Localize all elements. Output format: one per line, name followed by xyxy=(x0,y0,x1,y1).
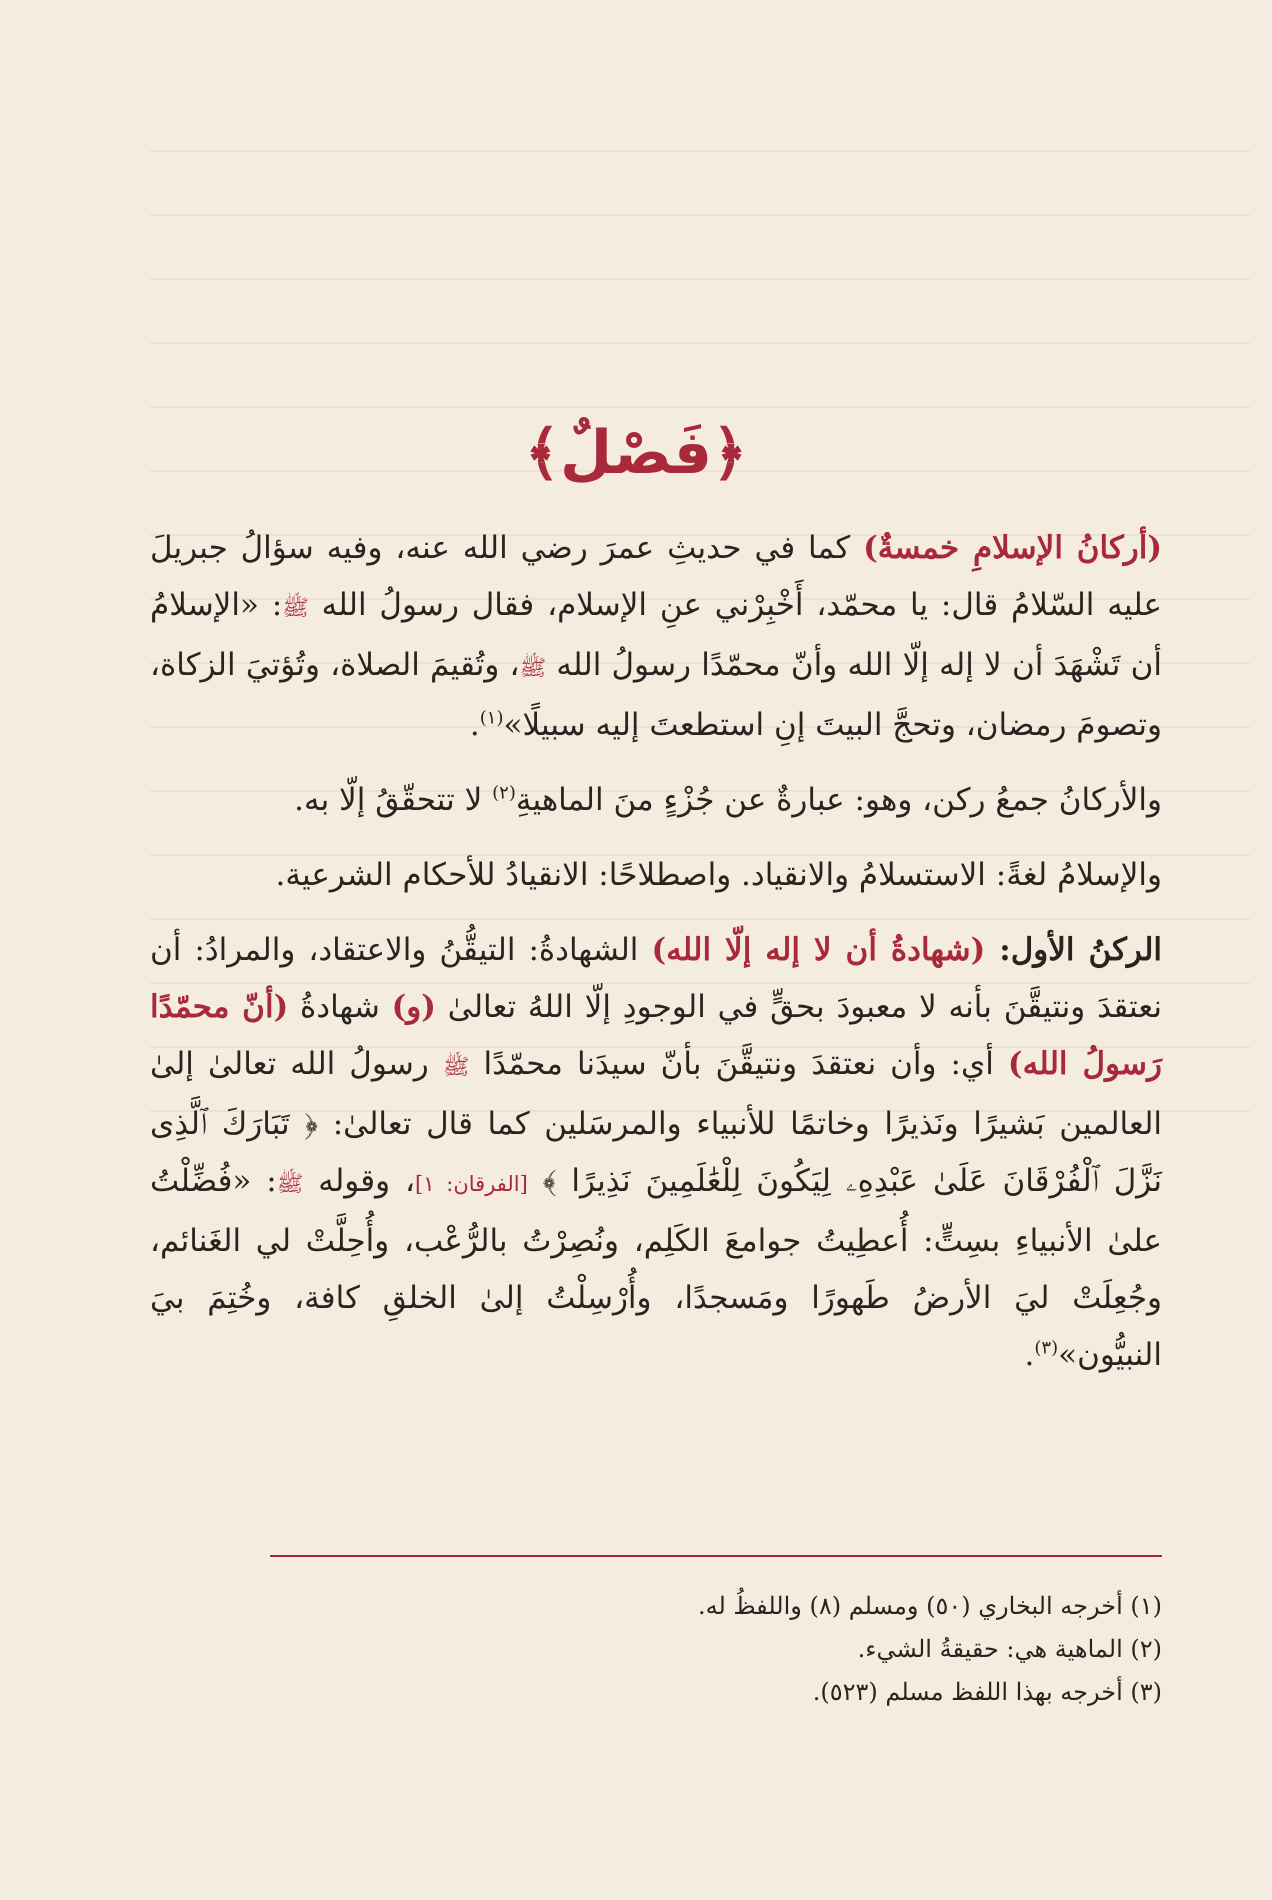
footnotes xyxy=(150,1585,1162,1714)
footnote-item: (١) أخرجه البخاري (٥٠) ومسلم (٨) واللفظُ له. xyxy=(697,1592,1162,1620)
paragraph-pillars: (أركانُ الإسلامِ خمسةٌ) كما في حديثِ عمرَ رضي الله عنه، وفيه سؤالُ جبريلَ عليه السّلامُ قال: يا محمّد، أَخْبِرْني عنِ الإسلام، فقال رسولُ الله ﷺ: «الإسلامُ أن تَشْهَدَ أن لا إله إلّا الله وأنّ محمّدًا رسولُ الله ﷺ، وتُقيمَ الصلاة، وتُؤتيَ الزكاة، وتصومَ رمضان، وتحجَّ البيتَ إنِ استطعتَ إليه سبيلًا»$^{(١)}$. xyxy=(150,530,1163,743)
footnote-item: (٢) الماهية هي: حقيقةُ الشيء. xyxy=(857,1635,1162,1663)
paragraph-islam-definition: والإسلامُ لغةً: الاستسلامُ والانقياد. واصطلاحًا: الانقيادُ للأحكام الشرعية. xyxy=(275,857,1162,893)
salutation-mark: ﷺ xyxy=(519,656,547,681)
salutation-mark: ﷺ xyxy=(276,1172,304,1197)
quran-reference: [الفرقان: ١] xyxy=(415,1172,528,1196)
pillars-title: (أركانُ الإسلامِ خمسةٌ) xyxy=(863,530,1162,566)
footnote-ref-3: (٣) xyxy=(1034,1337,1059,1359)
section-heading: ﴿فَصْلٌ﴾ xyxy=(524,418,748,488)
footnote-divider xyxy=(270,1555,1162,1557)
salutation-mark: ﷺ xyxy=(282,596,309,621)
paragraph-arkan-definition: والأركانُ جمعُ ركن، وهو: عبارةٌ عن جُزْءٍ منَ الماهيةِ$^{(٢)}$ لا تتحقّقُ إلّا به. xyxy=(294,782,1162,818)
footnote-ref-1: (١) xyxy=(479,707,504,729)
salutation-mark: ﷺ xyxy=(442,1055,470,1080)
body-text xyxy=(150,520,1162,1402)
paragraph-first-pillar: الركنُ الأول: (شهادةُ أن لا إله إلّا الله) الشهادةُ: التيقُّنُ والاعتقاد، والمرادُ: أن نعتقدَ ونتيقَّنَ بأنه لا معبودَ بحقٍّ في الوجودِ إلّا اللهُ تعالىٰ (و) شهادةُ (أنّ محمّدًا رَسولُ الله) أي: وأن نعتقدَ ونتيقَّنَ بأنّ سيدَنا محمّدًا ﷺ رسولُ الله تعالىٰ إلىٰ العالمين بَشيرًا ونَذيرًا وخاتمًا للأنبياء والمرسَلين كما قال تعالىٰ: ﴿ تَبَارَكَ ٱلَّذِى نَزَّلَ ٱلْفُرْقَانَ عَلَىٰ عَبْدِهِۦ لِيَكُونَ لِلْعَٰلَمِينَ نَذِيرًا ﴾ [الفرقان: ١]، وقوله ﷺ: «فُضِّلْتُ علىٰ الأنبياءِ بسِتٍّ: أُعطِيتُ جوامعَ الكَلِم، ونُصِرْتُ بالرُّعْب، وأُحِلَّتْ لي الغَنائم، وجُعِلَتْ ليَ الأرضُ طَهورًا ومَسجدًا، وأُرْسِلْتُ إلىٰ الخلقِ كافة، وخُتِمَ بيَ النبيُّون»$^{(٣)}$. xyxy=(150,932,1162,1373)
footnote-ref-2: (٢) xyxy=(492,782,516,804)
footnote-item: (٣) أخرجه بهذا اللفظ مسلم (٥٢٣). xyxy=(812,1678,1162,1706)
